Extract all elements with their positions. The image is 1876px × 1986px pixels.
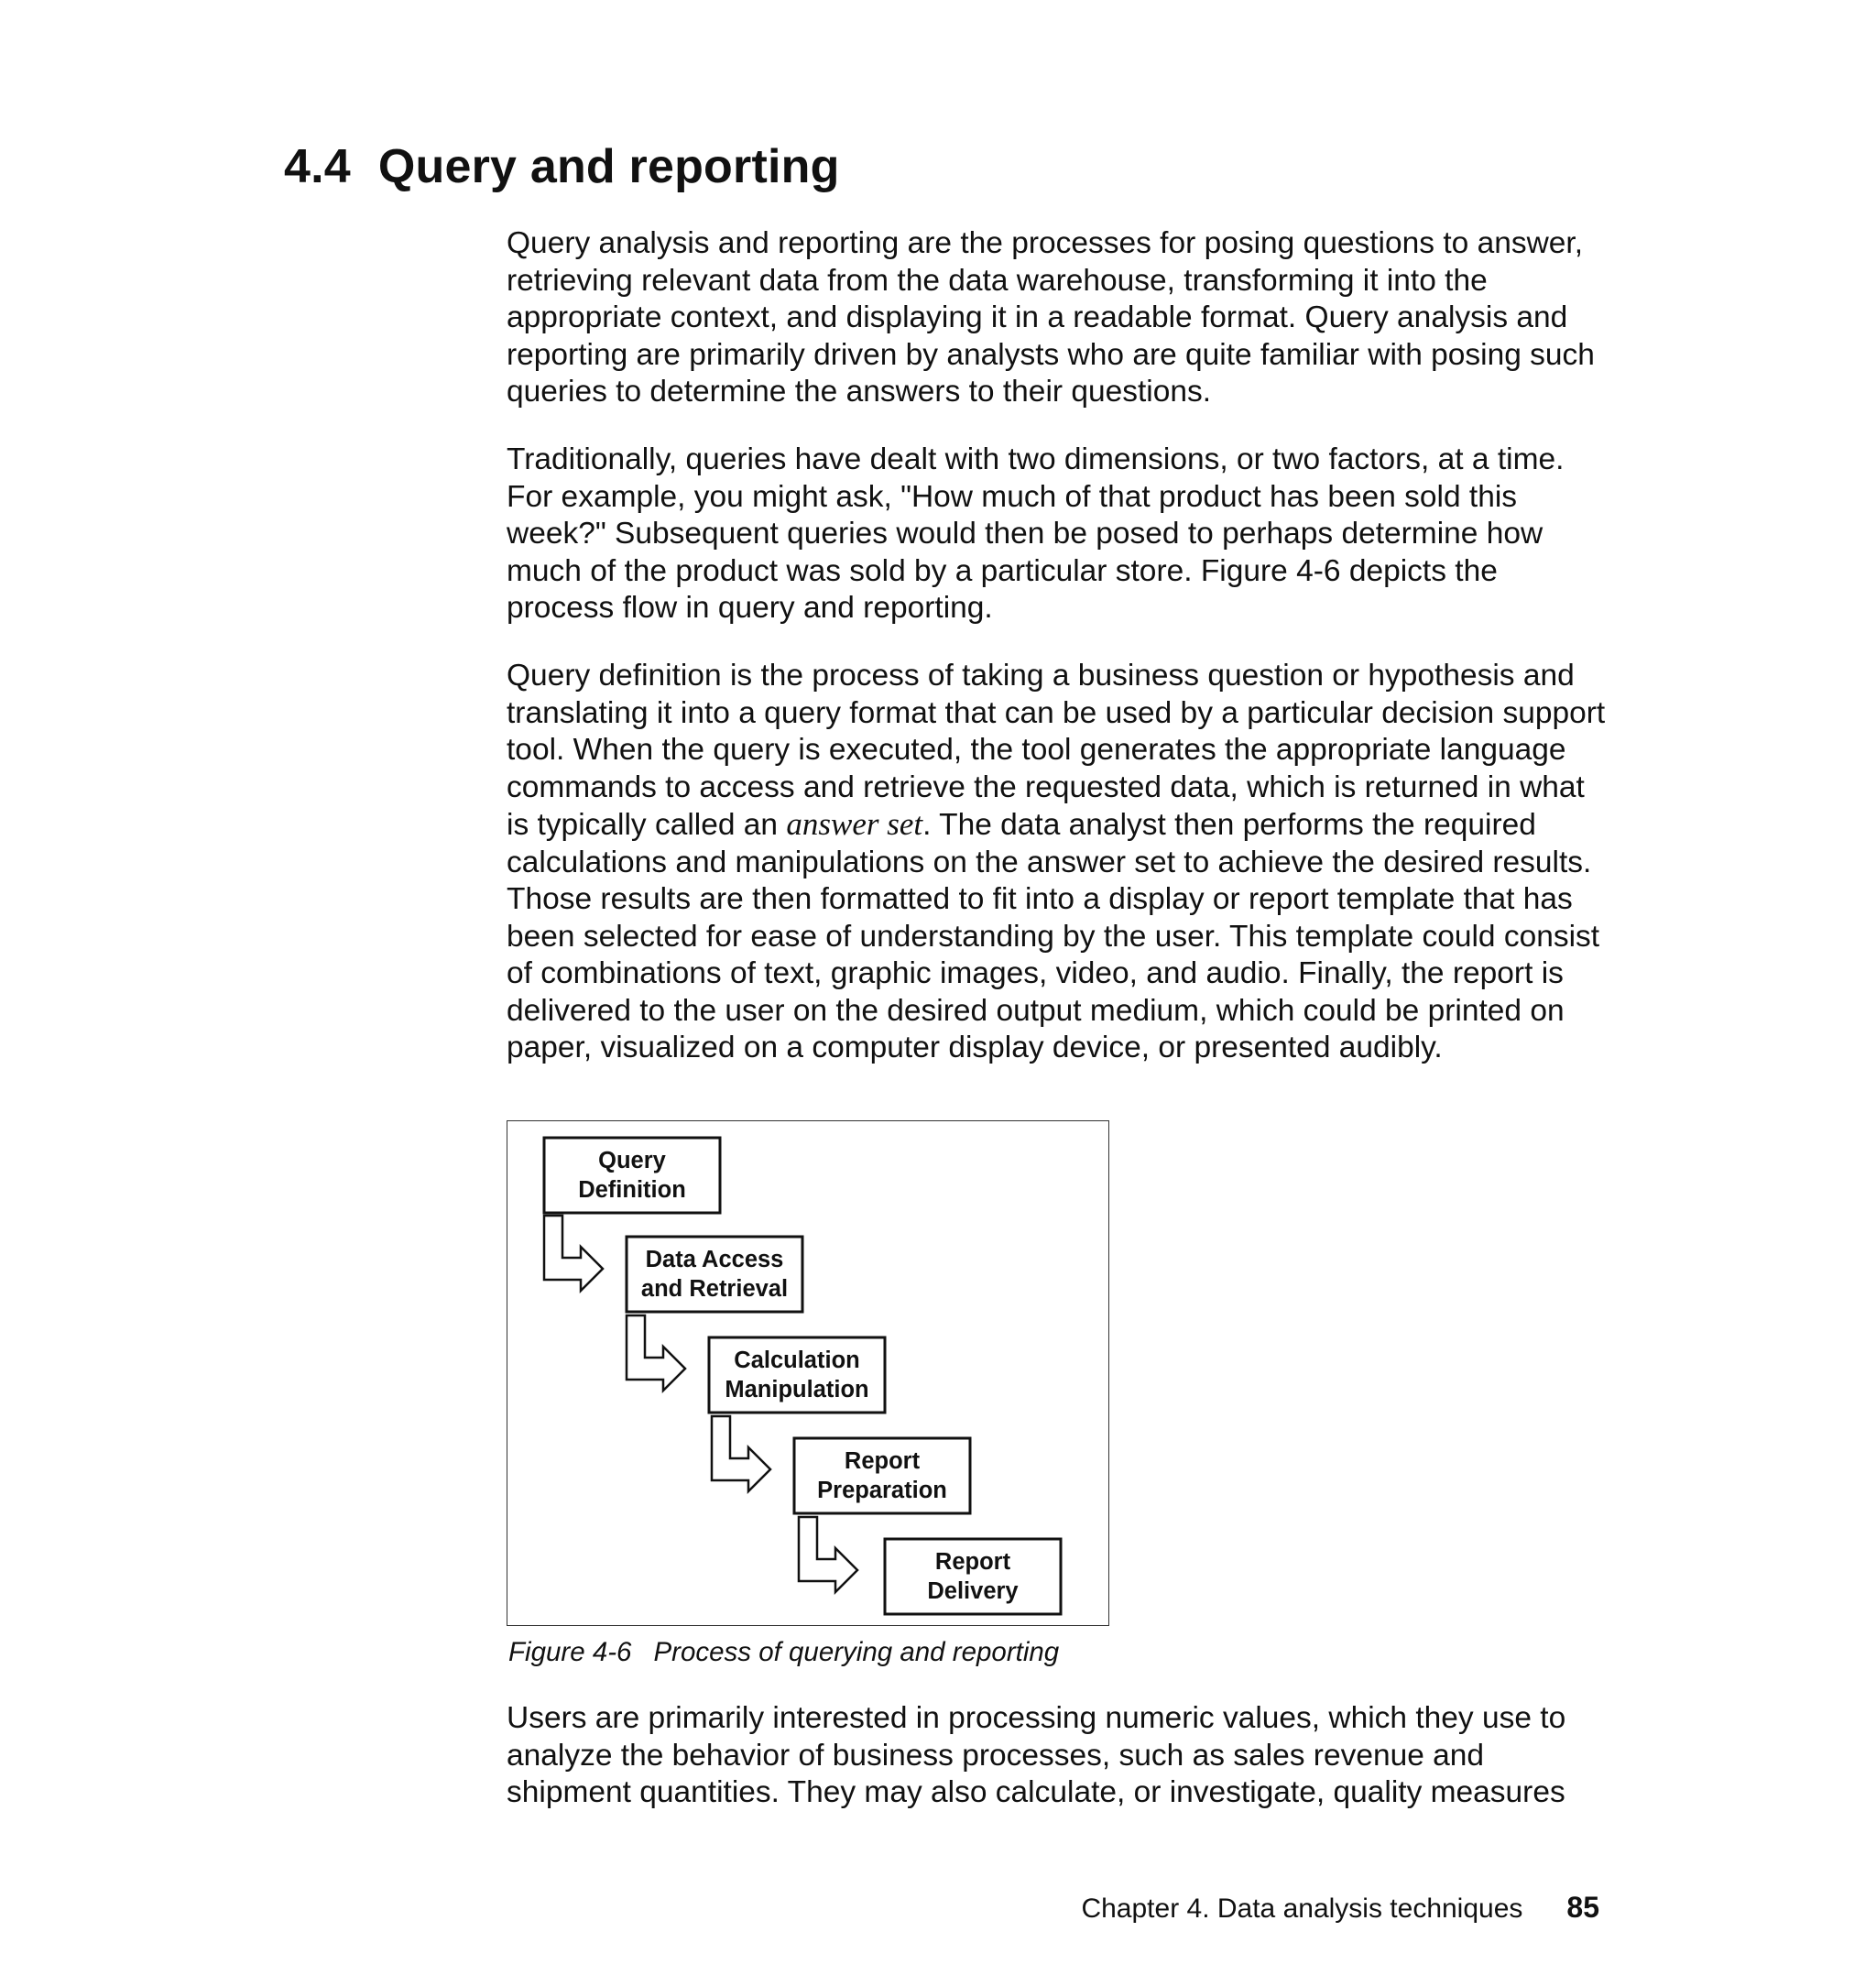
page-footer bbox=[1081, 1891, 1599, 1925]
process-flow-diagram bbox=[507, 1121, 1110, 1627]
page-number: 85 bbox=[1566, 1891, 1599, 1924]
step-box-data-access bbox=[627, 1237, 802, 1312]
step-line1: Calculation bbox=[734, 1348, 860, 1373]
step-line1: Report bbox=[844, 1448, 921, 1474]
step-line2: Delivery bbox=[927, 1578, 1019, 1604]
paragraph-query-definition bbox=[507, 658, 1606, 1067]
section-heading bbox=[284, 139, 840, 194]
step-line1: Query bbox=[598, 1148, 666, 1173]
process-flow-figure bbox=[507, 1120, 1109, 1626]
term-answer-set: answer set bbox=[786, 806, 923, 842]
step-box-calculation bbox=[709, 1337, 885, 1413]
figure-number: Figure 4-6 bbox=[508, 1637, 632, 1667]
section-title: Query and reporting bbox=[377, 140, 840, 193]
paragraph-dimensions: Traditionally, queries have dealt with two dimensions, or two factors, at a time. For example, you might ask, "How much of that product has been sold this week?" Subsequent queries would then be posed to perhaps determine how much of the product was sold by a particular store. Figure 4-6 depicts the process flow in query and reporting. bbox=[507, 442, 1565, 625]
step-box-report-delivery bbox=[885, 1539, 1061, 1614]
paragraph-query-definition-part1: Query definition is the process of taking a business question or hypothesis and translating it into a query format that can be used by a particular decision support tool. When the query is executed, the tool generates the appropriate language commands to access and retrieve the requested data, which is returned in what is typically called an bbox=[507, 659, 1606, 842]
paragraph-numeric-values: Users are primarily interested in processing numeric values, which they use to analyze the behavior of business processes, such as sales revenue and shipment quantities. They may also calculate, or investigate, quality measures bbox=[507, 1701, 1566, 1809]
section-number: 4.4 bbox=[284, 140, 351, 193]
flow-arrow bbox=[712, 1416, 770, 1491]
figure-caption-text: Process of querying and reporting bbox=[653, 1637, 1060, 1667]
step-line1: Data Access bbox=[645, 1247, 784, 1272]
step-box-query-definition bbox=[544, 1138, 720, 1213]
flow-arrow bbox=[799, 1517, 857, 1592]
step-line1: Report bbox=[934, 1549, 1011, 1575]
figure-caption bbox=[508, 1637, 1059, 1668]
step-box-report-preparation bbox=[794, 1438, 970, 1513]
step-line2: Manipulation bbox=[725, 1377, 869, 1402]
flow-arrow bbox=[544, 1216, 603, 1291]
paragraph-query-definition-part2: . The data analyst then performs the required calculations and manipulations on the answer set to achieve the desired results. Those results are then formatted to fit into a display or report template that has been selected for ease of understanding by the user. This template could consist of combinations of text, graphic images, video, and audio. Finally, the report is delivered to the user on the desired output medium, which could be printed on paper, visualized on a computer display device, or presented audibly. bbox=[507, 808, 1600, 1064]
footer-chapter: Chapter 4. Data analysis techniques bbox=[1081, 1893, 1523, 1924]
step-line2: Definition bbox=[578, 1177, 686, 1203]
step-line2: Preparation bbox=[817, 1478, 947, 1503]
paragraph-intro: Query analysis and reporting are the processes for posing questions to answer, retrieving relevant data from the data warehouse, transforming it into the appropriate context, and displaying it in a readable format. Query analysis and reporting are primarily driven by analysts who are quite familiar with posing such queries to determine the answers to their questions. bbox=[507, 226, 1595, 409]
step-line2: and Retrieval bbox=[640, 1276, 789, 1302]
flow-arrow bbox=[627, 1315, 685, 1391]
